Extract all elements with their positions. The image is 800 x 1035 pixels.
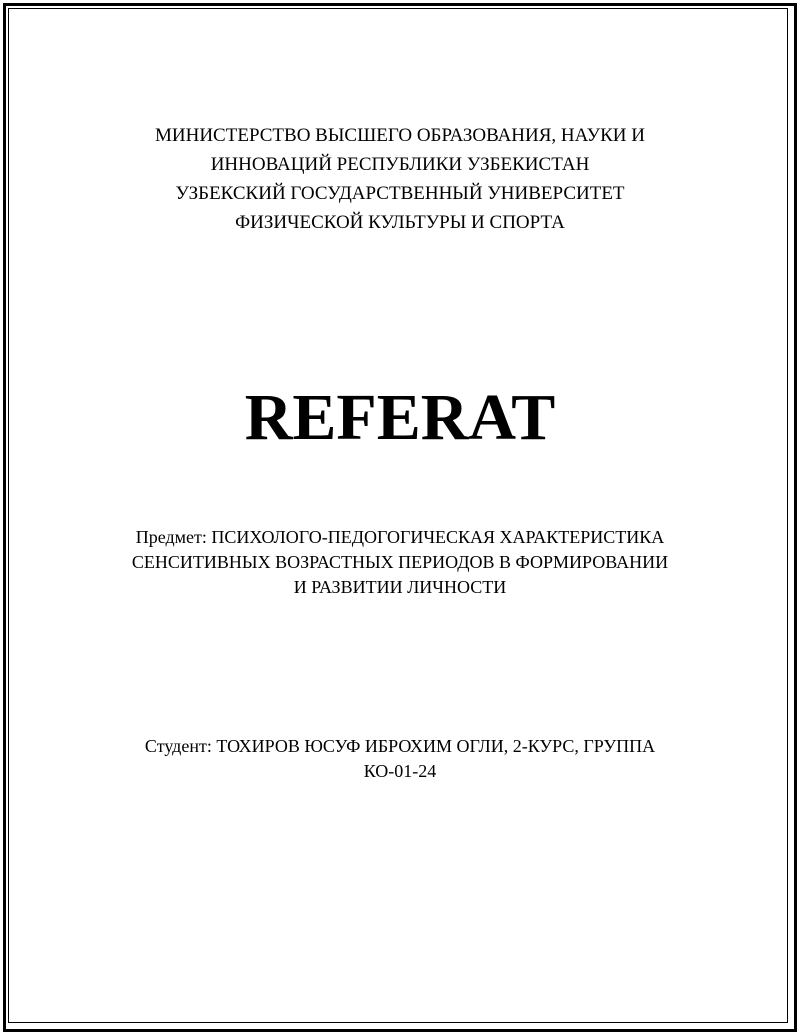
document-title: REFERAT [244,381,556,454]
subject-line: Предмет: ПСИХОЛОГО-ПЕДОГОГИЧЕСКАЯ ХАРАКТЕРИСТИКА [135,527,665,547]
header-line: ФИЗИЧЕСКОЙ КУЛЬТУРЫ И СПОРТА [235,212,565,233]
subject-line: СЕНСИТИВНЫХ ВОЗРАСТНЫХ ПЕРИОДОВ В ФОРМИРОВАНИИ [131,552,669,572]
student-block [0,734,800,784]
student-line: Студент: ТОХИРОВ ЮСУФ ИБРОХИМ ОГЛИ, 2-КУРС, ГРУППА [144,736,656,756]
header-line: ИННОВАЦИЙ РЕСПУБЛИКИ УЗБЕКИСТАН [210,154,590,175]
subject-block [0,525,800,600]
header-line: МИНИСТЕРСТВО ВЫСШЕГО ОБРАЗОВАНИЯ, НАУКИ И [155,125,645,146]
subject-line: И РАЗВИТИИ ЛИЧНОСТИ [293,577,507,597]
institution-header [0,121,800,237]
student-line: КО-01-24 [363,761,437,781]
header-line: УЗБЕКСКИЙ ГОСУДАРСТВЕННЫЙ УНИВЕРСИТЕТ [175,183,625,204]
